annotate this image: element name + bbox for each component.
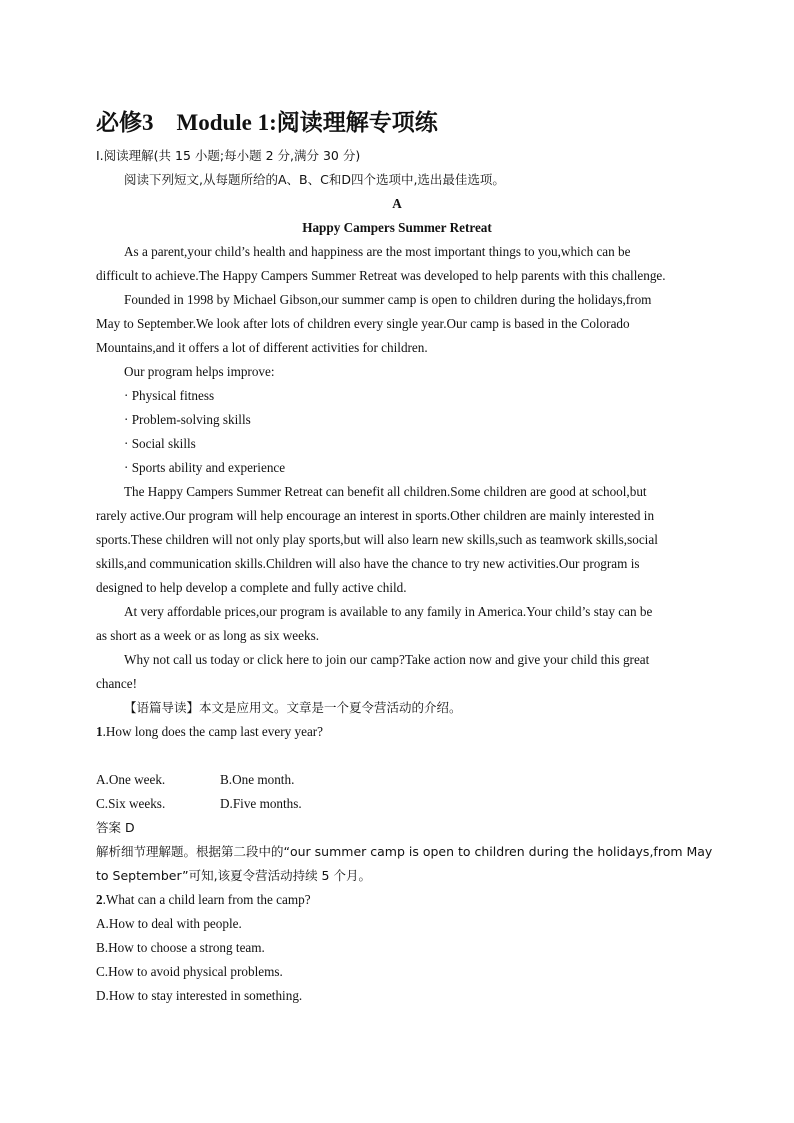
passage-line: Our program helps improve: (124, 364, 275, 379)
question-number: 2 (96, 892, 103, 907)
passage-line: as short as a week or as long as six weeks. (96, 628, 320, 643)
passage-line: Mountains,and it offers a lot of different activities for children. (96, 340, 428, 355)
analysis-line: to September”可知,该夏令营活动持续 5 个月。 (96, 868, 371, 883)
passage-line: The Happy Campers Summer Retreat can benefit all children.Some children are good at school,but (124, 484, 647, 499)
question-stem: .What can a child learn from the camp? (102, 892, 311, 907)
passage-guide: 【语篇导读】本文是应用文。文章是一个夏令营活动的介绍。 (124, 700, 462, 715)
passage-letter: A (392, 196, 402, 211)
passage-line: As a parent,your child’s health and happiness are the most important things to you,which can be (124, 244, 631, 259)
options-row (96, 772, 496, 788)
option-a: A.How to deal with people. (96, 916, 242, 931)
passage-line: chance! (96, 676, 137, 691)
option-d: D.How to stay interested in something. (96, 988, 303, 1003)
section-heading: Ⅰ.阅读理解(共 15 小题;每小题 2 分,满分 30 分) (96, 148, 361, 163)
answer: 答案 D (96, 820, 135, 835)
question-stem: .How long does the camp last every year? (102, 724, 324, 739)
bullet-item: · Social skills (124, 436, 196, 451)
bullet-item: · Sports ability and experience (124, 460, 286, 475)
question-2 (96, 892, 311, 908)
option-b: B.One month. (220, 772, 295, 787)
passage-line: sports.These children will not only play sports,but will also learn new skills,such as teamwork skills,social (96, 532, 658, 547)
option-d: D.Five months. (220, 796, 302, 811)
analysis-line: 解析细节理解题。根据第二段中的“our summer camp is open to children during the holidays,from May (96, 844, 713, 859)
section-instruction: 阅读下列短文,从每题所给的A、B、C和D四个选项中,选出最佳选项。 (124, 172, 505, 187)
option-c: C.Six weeks. (96, 796, 166, 811)
passage-line: May to September.We look after lots of children every single year.Our camp is based in the Colorado (96, 316, 630, 331)
bullet-item: · Physical fitness (124, 388, 215, 403)
passage-title: Happy Campers Summer Retreat (302, 220, 492, 235)
passage-line: Why not call us today or click here to join our camp?Take action now and give your child this great (124, 652, 650, 667)
passage-line: At very affordable prices,our program is available to any family in America.Your child’s stay can be (124, 604, 653, 619)
options-row (96, 796, 496, 812)
option-a: A.One week. (96, 772, 166, 787)
option-c: C.How to avoid physical problems. (96, 964, 283, 979)
passage-line: skills,and communication skills.Children will also have the chance to try new activities.Our program is (96, 556, 640, 571)
passage-line: Founded in 1998 by Michael Gibson,our summer camp is open to children during the holidays,from (124, 292, 652, 307)
passage-line: difficult to achieve.The Happy Campers Summer Retreat was developed to help parents with this challenge. (96, 268, 666, 283)
passage-line: rarely active.Our program will help encourage an interest in sports.Other children are mainly interested in (96, 508, 655, 523)
question-1 (96, 724, 323, 740)
question-number: 1 (96, 724, 103, 739)
bullet-item: · Problem-solving skills (124, 412, 251, 427)
page-title: 必修3 Module 1:阅读理解专项练 (96, 110, 438, 135)
option-b: B.How to choose a strong team. (96, 940, 265, 955)
passage-line: designed to help develop a complete and fully active child. (96, 580, 407, 595)
